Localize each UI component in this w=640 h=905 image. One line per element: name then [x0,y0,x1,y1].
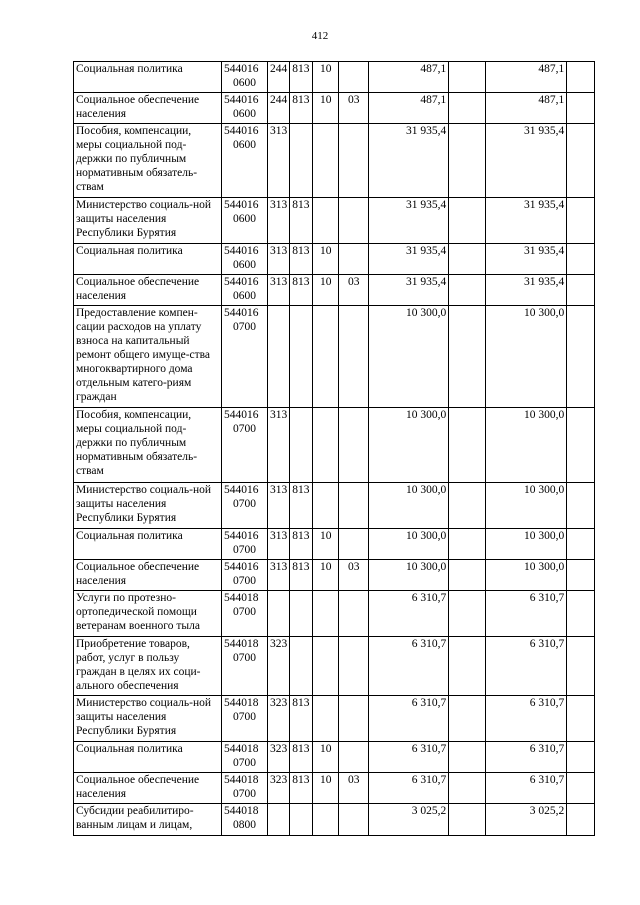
section-cell: 10 [313,244,339,275]
target-article-code-cell [222,696,268,742]
amount-cell: 10 300,0 [369,560,449,591]
expense-type-cell [268,591,290,637]
code-part-b: 0800 [233,819,256,831]
amount-total-cell: 31 935,4 [486,124,567,198]
empty-cell [567,591,595,637]
empty-cell [567,198,595,244]
table-row [74,591,595,637]
amount-cell: 6 310,7 [369,696,449,742]
empty-cell [449,198,486,244]
subsection-cell [339,804,369,836]
code-part-a: 544016 [224,63,259,75]
row-name-cell: Приобретение товаров, работ, услуг в пользу граждан в целях их соци-ального обеспечения [74,637,222,696]
code-part-a: 544016 [224,561,259,573]
empty-cell [567,306,595,408]
subsection-cell: 03 [339,773,369,804]
expense-type-cell: 323 [268,637,290,696]
empty-cell [449,529,486,560]
code-part-a: 544016 [224,94,259,106]
code-part-b: 0700 [233,711,256,723]
empty-cell [449,742,486,773]
ministry-code-cell: 813 [290,93,313,124]
empty-cell [449,306,486,408]
empty-cell [449,637,486,696]
code-part-a: 544016 [224,276,259,288]
empty-cell [567,560,595,591]
table-row [74,93,595,124]
row-name-cell: Субсидии реабилитиро-ванным лицам и лицам, [74,804,222,836]
expense-type-cell: 313 [268,198,290,244]
row-name-cell: Социальное обеспечение населения [74,275,222,306]
row-name-cell: Пособия, компенсации, меры социальной под-держки по публичным нормативным обязатель-ствам [74,408,222,483]
amount-total-cell: 487,1 [486,62,567,93]
ministry-code-cell: 813 [290,62,313,93]
section-cell [313,306,339,408]
target-article-code-cell [222,275,268,306]
empty-cell [567,62,595,93]
ministry-code-cell: 813 [290,198,313,244]
table-row [74,124,595,198]
target-article-code-cell [222,560,268,591]
ministry-code-cell: 813 [290,529,313,560]
section-cell [313,591,339,637]
code-part-a: 544016 [224,530,259,542]
ministry-code-cell [290,637,313,696]
amount-total-cell: 10 300,0 [486,560,567,591]
section-cell: 10 [313,275,339,306]
code-part-a: 544018 [224,638,259,650]
subsection-cell [339,408,369,483]
empty-cell [449,275,486,306]
amount-cell: 6 310,7 [369,591,449,637]
ministry-code-cell [290,804,313,836]
target-article-code-cell [222,93,268,124]
table-row [74,62,595,93]
code-part-b: 0700 [233,321,256,333]
code-part-a: 544018 [224,697,259,709]
subsection-cell [339,62,369,93]
subsection-cell [339,198,369,244]
empty-cell [449,696,486,742]
code-part-b: 0700 [233,606,256,618]
expense-type-cell: 313 [268,124,290,198]
code-part-b: 0700 [233,544,256,556]
code-part-b: 0600 [233,108,256,120]
code-part-b: 0600 [233,139,256,151]
empty-cell [567,742,595,773]
empty-cell [567,93,595,124]
code-part-a: 544016 [224,409,259,421]
code-part-b: 0600 [233,213,256,225]
table-row [74,244,595,275]
code-part-b: 0700 [233,788,256,800]
amount-total-cell: 487,1 [486,93,567,124]
subsection-cell [339,306,369,408]
ministry-code-cell: 813 [290,742,313,773]
row-name-cell: Пособия, компенсации, меры социальной под-держки по публичным нормативным обязатель-ствам [74,124,222,198]
amount-cell: 10 300,0 [369,306,449,408]
subsection-cell [339,124,369,198]
expense-type-cell: 313 [268,275,290,306]
table-row [74,408,595,483]
target-article-code-cell [222,198,268,244]
amount-total-cell: 31 935,4 [486,198,567,244]
amount-cell: 31 935,4 [369,244,449,275]
code-part-b: 0700 [233,575,256,587]
target-article-code-cell [222,773,268,804]
ministry-code-cell: 813 [290,244,313,275]
empty-cell [567,483,595,529]
expense-type-cell: 323 [268,696,290,742]
empty-cell [449,804,486,836]
target-article-code-cell [222,591,268,637]
empty-cell [567,804,595,836]
code-part-b: 0600 [233,290,256,302]
empty-cell [567,529,595,560]
empty-cell [567,637,595,696]
amount-cell: 6 310,7 [369,637,449,696]
target-article-code-cell [222,804,268,836]
ministry-code-cell: 813 [290,275,313,306]
code-part-a: 544016 [224,125,259,137]
amount-cell: 10 300,0 [369,483,449,529]
section-cell: 10 [313,742,339,773]
empty-cell [567,275,595,306]
ministry-code-cell [290,306,313,408]
amount-cell: 487,1 [369,93,449,124]
amount-cell: 31 935,4 [369,198,449,244]
amount-total-cell: 6 310,7 [486,696,567,742]
row-name-cell: Социальная политика [74,244,222,275]
section-cell [313,696,339,742]
row-name-cell: Социальное обеспечение населения [74,93,222,124]
subsection-cell: 03 [339,275,369,306]
amount-cell: 31 935,4 [369,275,449,306]
target-article-code-cell [222,408,268,483]
expense-type-cell: 244 [268,93,290,124]
ministry-code-cell [290,408,313,483]
code-part-b: 0700 [233,757,256,769]
amount-total-cell: 31 935,4 [486,244,567,275]
amount-total-cell: 3 025,2 [486,804,567,836]
code-part-b: 0700 [233,423,256,435]
section-cell [313,804,339,836]
ministry-code-cell [290,591,313,637]
row-name-cell: Предоставление компен-сации расходов на уплату взноса на капитальный ремонт общего имуще-ства многоквартирного дома отдельным катего-риям граждан [74,306,222,408]
amount-total-cell: 10 300,0 [486,306,567,408]
code-part-b: 0600 [233,77,256,89]
row-name-cell: Услуги по протезно-ортопедической помощи ветеранам военного тыла [74,591,222,637]
code-part-a: 544018 [224,805,259,817]
empty-cell [567,124,595,198]
code-part-b: 0700 [233,652,256,664]
table-row [74,198,595,244]
ministry-code-cell: 813 [290,483,313,529]
amount-cell: 10 300,0 [369,529,449,560]
section-cell: 10 [313,93,339,124]
code-part-b: 0600 [233,259,256,271]
amount-cell: 10 300,0 [369,408,449,483]
empty-cell [567,244,595,275]
expense-type-cell: 244 [268,62,290,93]
target-article-code-cell [222,244,268,275]
amount-cell: 31 935,4 [369,124,449,198]
amount-cell: 6 310,7 [369,742,449,773]
table-row [74,529,595,560]
target-article-code-cell [222,529,268,560]
amount-cell: 487,1 [369,62,449,93]
ministry-code-cell: 813 [290,560,313,591]
table-row [74,804,595,836]
section-cell: 10 [313,560,339,591]
section-cell [313,124,339,198]
code-part-a: 544016 [224,484,259,496]
section-cell: 10 [313,529,339,560]
subsection-cell [339,591,369,637]
subsection-cell [339,742,369,773]
amount-total-cell: 6 310,7 [486,591,567,637]
amount-cell: 3 025,2 [369,804,449,836]
subsection-cell [339,637,369,696]
expense-type-cell: 313 [268,408,290,483]
expense-type-cell: 313 [268,560,290,591]
empty-cell [449,93,486,124]
empty-cell [449,244,486,275]
section-cell [313,637,339,696]
empty-cell [449,560,486,591]
code-part-a: 544016 [224,199,259,211]
expense-type-cell: 323 [268,742,290,773]
ministry-code-cell: 813 [290,773,313,804]
empty-cell [449,62,486,93]
row-name-cell: Министерство социаль-ной защиты населения Республики Бурятия [74,198,222,244]
target-article-code-cell [222,483,268,529]
subsection-cell [339,483,369,529]
table-row [74,637,595,696]
subsection-cell [339,696,369,742]
amount-total-cell: 10 300,0 [486,483,567,529]
code-part-a: 544018 [224,592,259,604]
empty-cell [567,773,595,804]
table-row [74,483,595,529]
target-article-code-cell [222,637,268,696]
section-cell [313,198,339,244]
amount-total-cell: 10 300,0 [486,408,567,483]
expense-type-cell [268,804,290,836]
amount-total-cell: 6 310,7 [486,773,567,804]
row-name-cell: Социальное обеспечение населения [74,560,222,591]
table-body [74,62,595,836]
empty-cell [449,483,486,529]
row-name-cell: Министерство социаль-ной защиты населения Республики Бурятия [74,696,222,742]
table-row [74,742,595,773]
budget-table [73,61,595,836]
expense-type-cell: 313 [268,244,290,275]
amount-total-cell: 31 935,4 [486,275,567,306]
subsection-cell: 03 [339,93,369,124]
section-cell: 10 [313,62,339,93]
section-cell [313,483,339,529]
table-row [74,773,595,804]
amount-total-cell: 6 310,7 [486,742,567,773]
code-part-a: 544018 [224,774,259,786]
amount-cell: 6 310,7 [369,773,449,804]
expense-type-cell [268,306,290,408]
target-article-code-cell [222,62,268,93]
table-row [74,696,595,742]
ministry-code-cell: 813 [290,696,313,742]
subsection-cell [339,529,369,560]
amount-total-cell: 6 310,7 [486,637,567,696]
ministry-code-cell [290,124,313,198]
row-name-cell: Социальная политика [74,742,222,773]
row-name-cell: Социальная политика [74,529,222,560]
empty-cell [449,124,486,198]
section-cell: 10 [313,773,339,804]
target-article-code-cell [222,306,268,408]
row-name-cell: Социальное обеспечение населения [74,773,222,804]
row-name-cell: Министерство социаль-ной защиты населения Республики Бурятия [74,483,222,529]
amount-total-cell: 10 300,0 [486,529,567,560]
expense-type-cell: 313 [268,529,290,560]
empty-cell [449,408,486,483]
code-part-b: 0700 [233,498,256,510]
code-part-a: 544016 [224,307,259,319]
subsection-cell [339,244,369,275]
code-part-a: 544016 [224,245,259,257]
table-row [74,275,595,306]
expense-type-cell: 323 [268,773,290,804]
row-name-cell: Социальная политика [74,62,222,93]
empty-cell [567,696,595,742]
empty-cell [449,591,486,637]
section-cell [313,408,339,483]
table-row [74,560,595,591]
subsection-cell: 03 [339,560,369,591]
empty-cell [567,408,595,483]
empty-cell [449,773,486,804]
target-article-code-cell [222,124,268,198]
target-article-code-cell [222,742,268,773]
code-part-a: 544018 [224,743,259,755]
page-number: 412 [311,30,329,42]
expense-type-cell: 313 [268,483,290,529]
table-row [74,306,595,408]
